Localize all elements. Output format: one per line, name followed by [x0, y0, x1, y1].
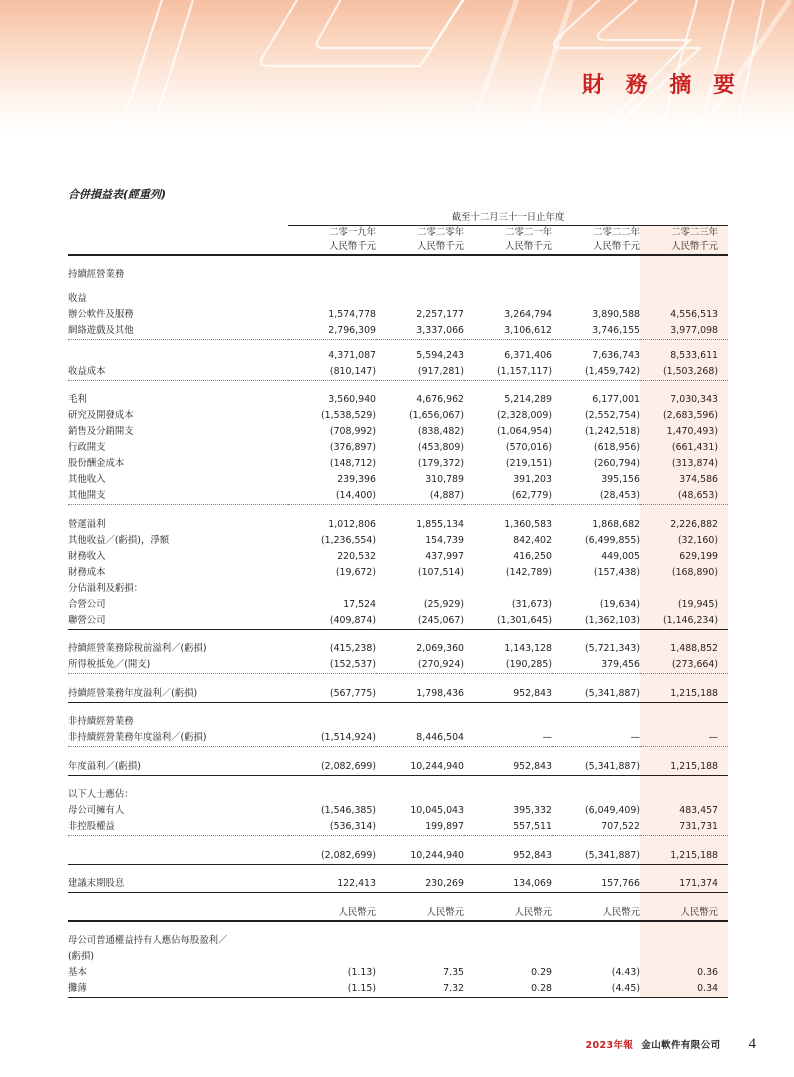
cell-admin-expenses-2020: (453,809) — [417, 442, 464, 453]
cell-admin-expenses-2019: (376,897) — [329, 442, 376, 453]
cell-operating-profit-2019: 1,012,806 — [328, 518, 376, 530]
cell-cost-of-revenue-2023: (1,503,268) — [640, 364, 728, 381]
cell-non-controlling-2022: 707,522 — [552, 819, 640, 836]
table-row — [68, 565, 728, 581]
label-non-controlling-interests: 非控股權益 — [68, 819, 288, 836]
cell-eps-basic-2022: (4.43) — [611, 966, 640, 978]
cell-owners-of-parent-2023: 483,457 — [640, 803, 728, 819]
cell-finance-costs-2021: (142,789) — [505, 566, 552, 578]
spacer — [68, 921, 728, 933]
cell-profit-before-tax-2020: 2,069,360 — [416, 643, 464, 654]
cell-finance-income-2022: 449,005 — [601, 550, 640, 562]
cell-profit-for-year-2021: 952,843 — [464, 759, 552, 776]
label-admin-expenses: 行政開支 — [68, 442, 106, 453]
column-unit-row — [68, 240, 728, 255]
cell-rnd-costs-2020: (1,656,067) — [408, 410, 464, 421]
cell-cost-of-revenue-2020: (917,281) — [376, 364, 464, 381]
table-row — [68, 424, 728, 440]
cell-office-software-2023: 4,556,513 — [640, 307, 728, 323]
label-finance-costs: 財務成本 — [68, 566, 106, 578]
cell-eps-basic-2023: 0.36 — [640, 965, 728, 981]
eps-unit-2021: 人民幣元 — [464, 905, 552, 921]
spacer — [68, 864, 728, 876]
cell-final-dividend-2019: 122,413 — [288, 876, 376, 893]
cell-joint-ventures-2022: (19,634) — [599, 598, 640, 610]
cell-finance-costs-2019: (19,672) — [335, 566, 376, 578]
table-row — [68, 686, 728, 703]
label-revenue: 收益 — [68, 293, 87, 304]
cell-joint-ventures-2019: 17,524 — [343, 598, 376, 610]
table-row — [68, 307, 728, 323]
cell-associates-2019: (409,874) — [288, 613, 376, 630]
spacer — [68, 747, 728, 759]
label-other-income: 其他收入 — [68, 474, 106, 485]
cell-online-games-2021: 3,106,612 — [464, 323, 552, 340]
cell-profit-for-year-2019: (2,082,699) — [288, 759, 376, 776]
cell-income-tax-2020: (270,924) — [376, 657, 464, 674]
table-row — [68, 657, 728, 674]
column-year-row — [68, 226, 728, 241]
row-attributable-total — [68, 848, 728, 865]
spacer — [68, 283, 728, 291]
cell-profit-for-year-2022: (5,341,887) — [552, 759, 640, 776]
label-final-dividend: 建議末期股息 — [68, 876, 288, 893]
cell-gross-profit-2020: 4,676,962 — [416, 394, 464, 405]
cell-profit-before-tax-2021: 1,143,128 — [504, 643, 552, 654]
cell-income-tax-2022: 379,456 — [552, 657, 640, 674]
cell-other-gains-losses-2019: (1,236,554) — [320, 534, 376, 546]
cell-other-gains-losses-2020: 154,739 — [425, 534, 464, 546]
label-other-gains-losses: 其他收益／(虧損)，淨額 — [68, 534, 170, 546]
cell-attributable-total-2019: (2,082,699) — [288, 848, 376, 865]
col-year-2019: 二零一九年 — [329, 227, 376, 238]
cell-other-gains-losses-2022: (6,499,855) — [584, 534, 640, 546]
cell-operating-profit-2020: 1,855,134 — [416, 518, 464, 530]
cell-eps-basic-2021: 0.29 — [531, 966, 552, 978]
row-discontinued-heading — [68, 714, 728, 730]
cell-share-based-comp-2021: (219,151) — [505, 458, 552, 469]
cell-non-controlling-2019: (536,314) — [288, 819, 376, 836]
cell-other-income-2021: 391,203 — [513, 474, 552, 485]
label-eps-basic: 基本 — [68, 966, 87, 978]
cell-rnd-costs-2022: (2,552,754) — [584, 410, 640, 421]
row-attributable-heading — [68, 787, 728, 803]
cell-revenue-total-2023: 8,533,611 — [640, 348, 728, 364]
financial-table-container — [68, 210, 728, 998]
statement-caption: 合併損益表(經重列) — [68, 188, 167, 201]
spacer — [68, 674, 728, 686]
label-eps-heading-line1: 母公司普通權益持有人應佔每股盈利／ — [68, 934, 228, 946]
page-footer — [585, 1036, 756, 1053]
label-share-of-profit-loss: 分佔溢利及虧損： — [68, 582, 144, 594]
cell-gross-profit-2023: 7,030,343 — [640, 392, 728, 408]
header-line-art — [0, 0, 794, 132]
cell-admin-expenses-2022: (618,956) — [593, 442, 640, 453]
cell-other-expenses-2021: (62,779) — [464, 488, 552, 505]
col-unit-2020: 人民幣千元 — [376, 240, 464, 255]
cell-profit-for-year-2023: 1,215,188 — [640, 759, 728, 776]
cell-other-income-2020: 310,789 — [425, 474, 464, 485]
cell-other-expenses-2019: (14,400) — [288, 488, 376, 505]
row-eps-heading-line2 — [68, 949, 728, 965]
cell-rnd-costs-2019: (1,538,529) — [320, 410, 376, 421]
table-row — [68, 440, 728, 456]
cell-profit-before-tax-2022: (5,721,343) — [584, 643, 640, 654]
cell-finance-costs-2020: (107,514) — [417, 566, 464, 578]
cell-online-games-2022: 3,746,155 — [552, 323, 640, 340]
footer-page-number: 4 — [748, 1036, 756, 1052]
cell-operating-profit-2022: 1,868,682 — [592, 518, 640, 530]
cell-revenue-total-2021: 6,371,406 — [504, 349, 552, 361]
label-revenue-total — [68, 348, 288, 364]
cell-finance-income-2019: 220,532 — [337, 550, 376, 562]
cell-profit-continuing-year-2022: (5,341,887) — [552, 686, 640, 703]
cell-owners-of-parent-2022: (6,049,409) — [584, 805, 640, 816]
cell-other-expenses-2023: (48,653) — [640, 488, 728, 505]
cell-profit-discontinued-year-2020: 8,446,504 — [376, 730, 464, 747]
table-row — [68, 965, 728, 981]
cell-eps-diluted-2019: (1.15) — [288, 981, 376, 998]
cell-owners-of-parent-2020: 10,045,043 — [410, 805, 464, 816]
cell-selling-distribution-2023: 1,470,493) — [640, 424, 728, 440]
cell-non-controlling-2023: 731,731 — [640, 819, 728, 836]
cell-profit-for-year-2020: 10,244,940 — [376, 759, 464, 776]
cell-eps-diluted-2023: 0.34 — [640, 981, 728, 998]
cell-eps-diluted-2021: 0.28 — [464, 981, 552, 998]
spacer — [68, 775, 728, 787]
cell-profit-before-tax-2023: 1,488,852 — [640, 641, 728, 657]
table-row — [68, 472, 728, 488]
eps-unit-2023: 人民幣元 — [640, 905, 728, 921]
eps-unit-row — [68, 905, 728, 921]
spacer — [68, 380, 728, 392]
label-eps-diluted: 攤薄 — [68, 981, 288, 998]
cell-owners-of-parent-2019: (1,546,385) — [320, 805, 376, 816]
cell-joint-ventures-2021: (31,673) — [511, 598, 552, 610]
cell-cost-of-revenue-2021: (1,157,117) — [464, 364, 552, 381]
cell-profit-discontinued-year-2019: (1,514,924) — [288, 730, 376, 747]
cell-profit-before-tax-2019: (415,238) — [329, 643, 376, 654]
cell-revenue-total-2019: 4,371,087 — [328, 349, 376, 361]
cell-joint-ventures-2020: (25,929) — [423, 598, 464, 610]
decorative-header-band — [0, 0, 794, 132]
spacer — [68, 255, 728, 267]
cell-associates-2023: (1,146,234) — [640, 613, 728, 630]
spacer — [68, 340, 728, 348]
cell-finance-income-2020: 437,997 — [425, 550, 464, 562]
cell-final-dividend-2022: 157,766 — [552, 876, 640, 893]
cell-online-games-2019: 2,796,309 — [288, 323, 376, 340]
row-revenue-heading — [68, 291, 728, 307]
cell-share-based-comp-2019: (148,712) — [329, 458, 376, 469]
table-row — [68, 641, 728, 657]
table-row — [68, 517, 728, 533]
row-eps-heading-line1 — [68, 933, 728, 949]
table-row — [68, 323, 728, 340]
cell-other-gains-losses-2023: (32,160) — [640, 533, 728, 549]
row-continuing-operations-heading — [68, 267, 728, 283]
label-attributable-to: 以下人士應佔： — [68, 789, 134, 800]
cell-share-based-comp-2022: (260,794) — [593, 458, 640, 469]
label-cost-of-revenue: 收益成本 — [68, 364, 288, 381]
eps-unit-2020: 人民幣元 — [376, 905, 464, 921]
eps-unit-2019: 人民幣元 — [288, 905, 376, 921]
label-joint-ventures: 合營公司 — [68, 598, 106, 610]
table-row — [68, 730, 728, 747]
cell-final-dividend-2023: 171,374 — [640, 876, 728, 893]
cell-office-software-2020: 2,257,177 — [416, 309, 464, 320]
cell-non-controlling-2021: 557,511 — [464, 819, 552, 836]
cell-profit-discontinued-year-2021: — — [464, 730, 552, 747]
spacer — [68, 702, 728, 714]
table-row — [68, 533, 728, 549]
cell-office-software-2019: 1,574,778 — [328, 309, 376, 320]
cell-other-income-2023: 374,586 — [640, 472, 728, 488]
cell-attributable-total-2023: 1,215,188 — [640, 848, 728, 865]
cell-attributable-total-2021: 952,843 — [464, 848, 552, 865]
table-row — [68, 456, 728, 472]
cell-final-dividend-2021: 134,069 — [464, 876, 552, 893]
footer-company-name: 金山軟件有限公司 — [641, 1040, 721, 1051]
label-profit-continuing-year: 持續經營業務年度溢利／(虧損) — [68, 686, 288, 703]
cell-gross-profit-2019: 3,560,940 — [328, 394, 376, 405]
label-share-based-comp: 股份酬金成本 — [68, 458, 125, 469]
col-unit-2022: 人民幣千元 — [552, 240, 640, 255]
cell-profit-continuing-year-2023: 1,215,188 — [640, 686, 728, 703]
label-profit-discontinued-year: 非持續經營業務年度溢利／(虧損) — [68, 730, 288, 747]
cell-other-expenses-2020: (4,887) — [376, 488, 464, 505]
cell-finance-costs-2022: (157,438) — [593, 566, 640, 578]
cell-finance-income-2023: 629,199 — [640, 549, 728, 565]
cell-profit-discontinued-year-2023: — — [640, 730, 728, 747]
cell-selling-distribution-2021: (1,064,954) — [496, 426, 552, 437]
cell-attributable-total-2022: (5,341,887) — [552, 848, 640, 865]
cell-selling-distribution-2022: (1,242,518) — [584, 426, 640, 437]
label-owners-of-parent: 母公司擁有人 — [68, 805, 125, 816]
cell-selling-distribution-2019: (708,992) — [329, 426, 376, 437]
cell-revenue-total-2022: 7,636,743 — [592, 349, 640, 361]
spacer — [68, 505, 728, 517]
cell-other-gains-losses-2021: 842,402 — [513, 534, 552, 546]
label-rnd-costs: 研究及開發成本 — [68, 410, 134, 421]
col-year-2022: 二零二二年 — [593, 227, 640, 238]
cell-admin-expenses-2023: (661,431) — [640, 440, 728, 456]
cell-selling-distribution-2020: (838,482) — [417, 426, 464, 437]
table-row — [68, 597, 728, 613]
cell-eps-basic-2019: (1.13) — [347, 966, 376, 978]
page-title: 財 務 摘 要 — [582, 73, 742, 98]
table-row — [68, 819, 728, 836]
cell-cost-of-revenue-2022: (1,459,742) — [552, 364, 640, 381]
cell-profit-discontinued-year-2022: — — [552, 730, 640, 747]
table-row — [68, 364, 728, 381]
spacer — [68, 836, 728, 848]
cell-rnd-costs-2023: (2,683,596) — [640, 408, 728, 424]
cell-other-expenses-2022: (28,453) — [552, 488, 640, 505]
cell-owners-of-parent-2021: 395,332 — [513, 805, 552, 816]
cell-office-software-2022: 3,890,588 — [592, 309, 640, 320]
cell-online-games-2023: 3,977,098 — [640, 323, 728, 340]
cell-revenue-total-2020: 5,594,243 — [416, 349, 464, 361]
cell-finance-costs-2023: (168,890) — [640, 565, 728, 581]
row-revenue-total — [68, 348, 728, 364]
label-gross-profit: 毛利 — [68, 394, 87, 405]
cell-profit-continuing-year-2020: 1,798,436 — [376, 686, 464, 703]
cell-income-tax-2023: (273,664) — [640, 657, 728, 674]
label-operating-profit: 營運溢利 — [68, 518, 106, 530]
cell-finance-income-2021: 416,250 — [513, 550, 552, 562]
consolidated-income-statement-table — [68, 210, 728, 998]
label-profit-before-tax: 持續經營業務除稅前溢利／(虧損) — [68, 643, 207, 654]
cell-cost-of-revenue-2019: (810,147) — [288, 364, 376, 381]
label-associates: 聯營公司 — [68, 613, 288, 630]
col-unit-2021: 人民幣千元 — [464, 240, 552, 255]
cell-eps-diluted-2022: (4.45) — [552, 981, 640, 998]
label-discontinued-operations: 非持續經營業務 — [68, 716, 134, 727]
label-finance-income: 財務收入 — [68, 550, 106, 562]
cell-profit-continuing-year-2019: (567,775) — [288, 686, 376, 703]
eps-unit-2022: 人民幣元 — [552, 905, 640, 921]
col-unit-2019: 人民幣千元 — [288, 240, 376, 255]
table-row — [68, 803, 728, 819]
label-continuing-operations: 持續經營業務 — [68, 269, 125, 280]
cell-gross-profit-2022: 6,177,001 — [592, 394, 640, 405]
cell-eps-basic-2020: 7.35 — [443, 966, 464, 978]
cell-operating-profit-2021: 1,360,583 — [504, 518, 552, 530]
col-unit-2023: 人民幣千元 — [640, 240, 728, 255]
cell-income-tax-2019: (152,537) — [288, 657, 376, 674]
cell-eps-diluted-2020: 7.32 — [376, 981, 464, 998]
cell-rnd-costs-2021: (2,328,009) — [496, 410, 552, 421]
label-eps-heading-line2: (虧損) — [68, 950, 95, 962]
table-row — [68, 549, 728, 565]
table-row — [68, 613, 728, 630]
label-other-expenses: 其他開支 — [68, 488, 288, 505]
label-income-tax: 所得稅抵免／(開支) — [68, 657, 288, 674]
cell-associates-2022: (1,362,103) — [552, 613, 640, 630]
cell-gross-profit-2021: 5,214,289 — [504, 394, 552, 405]
label-profit-for-year: 年度溢利／(虧損) — [68, 759, 288, 776]
col-year-2023: 二零二三年 — [640, 226, 728, 241]
cell-profit-continuing-year-2021: 952,843 — [464, 686, 552, 703]
cell-associates-2020: (245,067) — [376, 613, 464, 630]
cell-associates-2021: (1,301,645) — [464, 613, 552, 630]
label-selling-distribution: 銷售及分銷開支 — [68, 426, 134, 437]
cell-office-software-2021: 3,264,794 — [504, 309, 552, 320]
col-year-2021: 二零二一年 — [505, 227, 552, 238]
cell-attributable-total-2020: 10,244,940 — [376, 848, 464, 865]
cell-share-based-comp-2023: (313,874) — [640, 456, 728, 472]
cell-joint-ventures-2023: (19,945) — [640, 597, 728, 613]
period-header-label: 截至十二月三十一日止年度 — [288, 210, 728, 226]
label-office-software: 辦公軟件及服務 — [68, 309, 134, 320]
col-year-2020: 二零二零年 — [417, 227, 464, 238]
cell-admin-expenses-2021: (570,016) — [505, 442, 552, 453]
label-online-games: 網絡遊戲及其他 — [68, 323, 288, 340]
spacer — [68, 893, 728, 905]
cell-operating-profit-2023: 2,226,882 — [640, 517, 728, 533]
cell-non-controlling-2020: 199,897 — [376, 819, 464, 836]
cell-other-income-2022: 395,156 — [601, 474, 640, 485]
cell-share-based-comp-2020: (179,372) — [417, 458, 464, 469]
cell-online-games-2020: 3,337,066 — [376, 323, 464, 340]
footer-year-label: 2023年報 — [585, 1040, 634, 1051]
cell-income-tax-2021: (190,285) — [464, 657, 552, 674]
cell-other-income-2019: 239,396 — [337, 474, 376, 485]
cell-final-dividend-2020: 230,269 — [376, 876, 464, 893]
table-row — [68, 759, 728, 776]
table-row — [68, 488, 728, 505]
label-attributable-total — [68, 848, 288, 865]
table-row — [68, 876, 728, 893]
table-row — [68, 392, 728, 408]
table-row — [68, 408, 728, 424]
spacer — [68, 629, 728, 641]
row-share-of-profit-loss-heading — [68, 581, 728, 597]
table-row — [68, 981, 728, 998]
period-header-row — [68, 210, 728, 226]
